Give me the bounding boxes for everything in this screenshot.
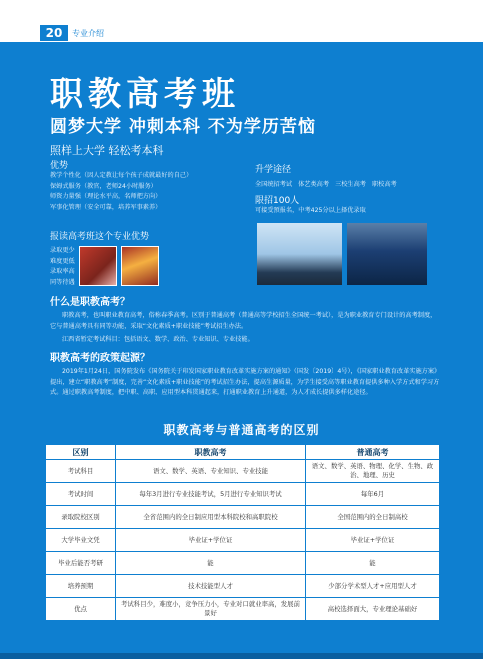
bottom-bar [0,653,483,659]
what-is-section [50,293,440,346]
general-cell: 少部分学术型人才+应用型人才 [306,575,440,598]
page-number: 20 [40,25,68,41]
section-heading: 职教高考的政策起源？ [50,353,150,364]
row-key: 考试时间 [46,483,116,506]
table-row [46,598,440,621]
path-item: 职校高考 [372,181,397,188]
report-item: 难度更低 [50,257,75,265]
table-header-row [46,445,440,460]
vocational-cell: 能 [116,552,306,575]
row-key: 考试科目 [46,460,116,483]
advantage-item: 军事化管理（安全可靠，培养军事素养） [50,203,162,211]
classroom-photo [121,246,159,286]
hero-subtitle: 圆梦大学 冲刺本科 不为学历苦恼 [50,117,316,137]
general-cell: 每年6月 [306,483,440,506]
comparison-table [45,444,440,621]
general-cell: 全国范围内的全日制高校 [306,506,440,529]
table-row [46,460,440,483]
vocational-cell: 语文、数学、英语、专业知识、专业技能 [116,460,306,483]
path-item: 体艺类高考 [298,181,330,188]
limit-text: 可接受預报名，中考425分以上择优录取 [255,207,366,214]
table-row [46,575,440,598]
column-header: 普通高考 [306,445,440,460]
section-heading: 什么是职教高考？ [50,297,130,308]
row-key: 培养预期 [46,575,116,598]
row-key: 录取院校区别 [46,506,116,529]
path-heading: 升学途径 [255,165,292,175]
table-row [46,529,440,552]
table-row [46,483,440,506]
column-header: 职教高考 [116,445,306,460]
vocational-cell: 技术技能型人才 [116,575,306,598]
advantages-heading: 优势 [50,161,69,171]
advantage-item: 保姆式服务（教官，老师24小时服务） [50,182,157,190]
path-list [255,179,445,188]
table-row [46,506,440,529]
column-header: 区别 [46,445,116,460]
advantage-item: 教学个性化（因人定教让每个孩子成就最好的自己） [50,172,193,179]
hero-tagline: 照样上大学 轻松考本科 [50,144,164,157]
report-item: 同等待遇 [50,278,75,286]
section-label: 专业介绍 [72,29,104,38]
comparison-table-title: 职教高考与普通高考的区别 [163,423,320,437]
admission-path-block [255,162,445,188]
general-cell: 高校选择面大，专业理论基础好 [306,598,440,621]
vocational-cell: 每年3月进行专业技能考试，5月进行专业知识考试 [116,483,306,506]
general-cell: 毕业证+学位证 [306,529,440,552]
graduation-ceremony-photo [347,223,427,285]
vocational-cell: 考试科目少，难度小，竞争压力小，专业对口就业率高，发展前景好 [116,598,306,621]
report-heading: 报读高考班这个专业优势 [50,232,150,242]
honor-photo [79,246,117,286]
general-cell: 语文、数学、英语、物理、化学、生物、政治、地理、历史 [306,460,440,483]
paragraph: 江西省暂定考试科目：包括语文、数学、政治、专业知识、专业技能。 [62,336,254,343]
general-cell: 能 [306,552,440,575]
policy-origin-section [50,349,440,399]
row-key: 大学毕业文凭 [46,529,116,552]
vocational-cell: 毕业证+学位证 [116,529,306,552]
row-key: 毕业后能否考研 [46,552,116,575]
path-item: 全国统招考试 [255,181,293,188]
enrollment-limit-block [255,193,445,216]
hero-title: 职教高考班 [50,74,240,113]
limit-heading: 限招100人 [255,196,300,206]
path-item: 三校生高考 [335,181,366,188]
paragraph: 职教高考，也叫职业教育高考，俗称春季高考。区别于普通高考（普通高等学校招生全国统一考试），是为职业教育专门设计的高考制度，它与普通高考具有同等功能，采取“文化素质+职业技能”考试招生办法。 [50,312,437,330]
report-item: 录取更少 [50,247,75,254]
advantage-item: 师资力量强（理论水平高，名师把方向） [50,193,162,200]
row-key: 优点 [46,598,116,621]
paragraph: 2019年1月24日，国务院发布《国务院关于印发国家职业教育改革实施方案的通知》（国发〔2019〕4号），《国家职业教育改革实施方案》提出，建立“职教高考”制度，完善“文化素质+职业技能”的考试招生办法，提高生源质量，为学生接受高等职业教育提供多种入学方式和学习方式。通过职教高考制度，把中职、高职、应用型本科贯通起来，打通职业教育上升通道，为人才成长提供多样化途径。 [50,368,440,396]
graduation-caps-photo [257,223,342,285]
vocational-cell: 全省范围内的全日制应用型本科院校和高职院校 [116,506,306,529]
advantages-block [50,158,250,213]
report-list [50,246,75,288]
table-row [46,552,440,575]
report-advantages-block [50,229,250,288]
report-item: 录取率高 [50,268,75,275]
